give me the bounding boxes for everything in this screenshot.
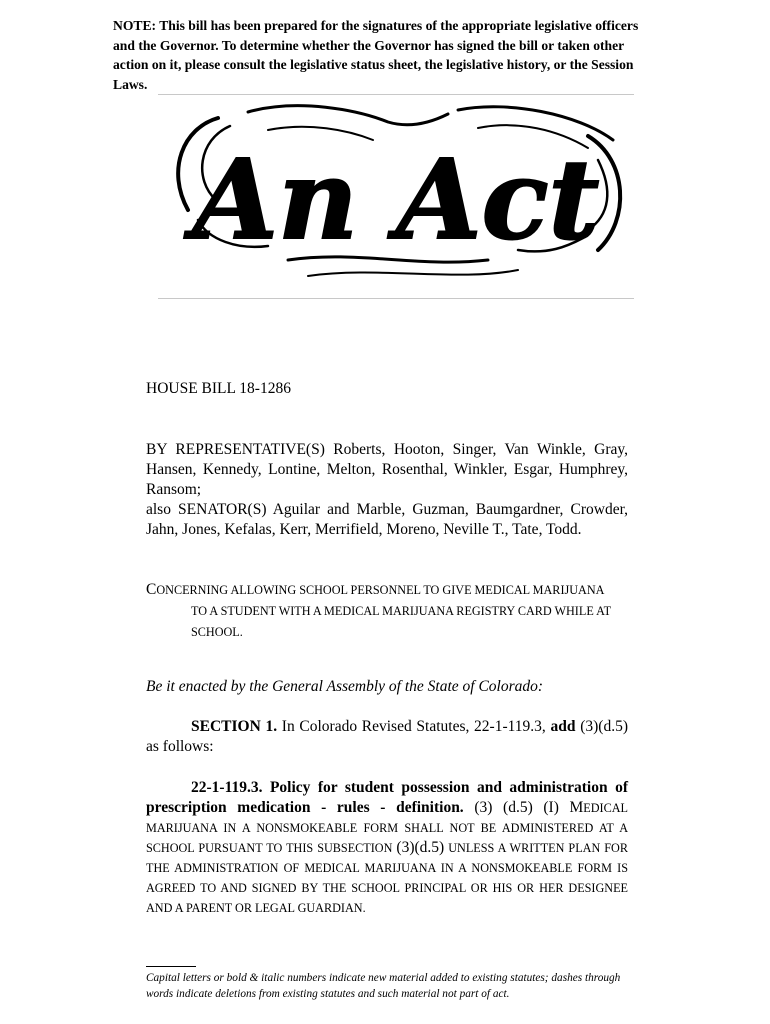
policy-section	[146, 778, 628, 918]
policy-subsection: (3) (d.5) (I)	[463, 799, 570, 816]
senate-sponsors: also SENATOR(S) Aguilar and Marble, Guzman, Baumgardner, Crowder, Jahn, Jones, Kefalas, Kerr, Merrifield, Moreno, Neville T., Tate, Todd.	[146, 501, 628, 538]
bill-note: NOTE: This bill has been prepared for the signatures of the appropriate legislative officers and the Governor. To determine whether the Governor has signed the bill or taken other action on it, please consult the legislative status sheet, the legislative history, or the Session Laws.	[113, 18, 639, 92]
policy-first-letter: M	[569, 799, 584, 816]
section-text-end: (3)(d.5) as follows:	[146, 718, 628, 755]
policy-ref: (3)(d.5)	[396, 839, 445, 856]
section-add: add	[550, 718, 576, 735]
house-sponsors: BY REPRESENTATIVE(S) Roberts, Hooton, Singer, Van Winkle, Gray, Hansen, Kennedy, Lontine, Melton, Rosenthal, Winkler, Esgar, Humphrey, Ransom;	[146, 441, 628, 498]
title-first-letter: C	[146, 581, 157, 598]
logo-top-rule	[158, 94, 634, 95]
logo-text: An Act	[192, 135, 600, 264]
policy-body-start: EDICAL MARIJUANA IN A NONSMOKEABLE FORM SHALL NOT BE ADMINISTERED AT A SCHOOL PURSUANT TO THIS SUBSECTION	[146, 801, 628, 855]
section-text: In Colorado Revised Statutes, 22-1-119.3,	[277, 718, 551, 735]
title-line1: ONCERNING ALLOWING SCHOOL PERSONNEL TO GIVE MEDICAL MARIJUANA	[156, 583, 605, 597]
enacting-clause: Be it enacted by the General Assembly of the State of Colorado:	[146, 678, 544, 695]
footnote: Capital letters or bold & italic numbers indicate new material added to existing statutes; dashes through words indicate deletions from existing statutes and such material not part of act.	[146, 972, 621, 1000]
section-1	[146, 717, 628, 757]
logo-bottom-rule	[158, 298, 634, 299]
sponsors-block	[146, 440, 628, 540]
policy-heading: 22-1-119.3. Policy for student possession and administration of prescription medication - rules - definition.	[146, 779, 628, 816]
section-heading: SECTION 1.	[191, 718, 278, 735]
bill-number: HOUSE BILL 18-1286	[146, 380, 291, 397]
bill-title	[146, 579, 628, 643]
policy-body-end: UNLESS A WRITTEN PLAN FOR THE ADMINISTRATION OF MEDICAL MARIJUANA IN A NONSMOKEABLE FORM IS AGREED TO AND SIGNED BY THE SCHOOL PRINCIPAL OR HIS OR HER DESIGNEE AND A PARENT OR LEGAL GUARDIAN.	[146, 841, 628, 915]
an-act-logo	[158, 100, 634, 292]
title-continuation: TO A STUDENT WITH A MEDICAL MARIJUANA REGISTRY CARD WHILE AT SCHOOL.	[191, 604, 611, 639]
footnote-rule	[146, 966, 196, 967]
